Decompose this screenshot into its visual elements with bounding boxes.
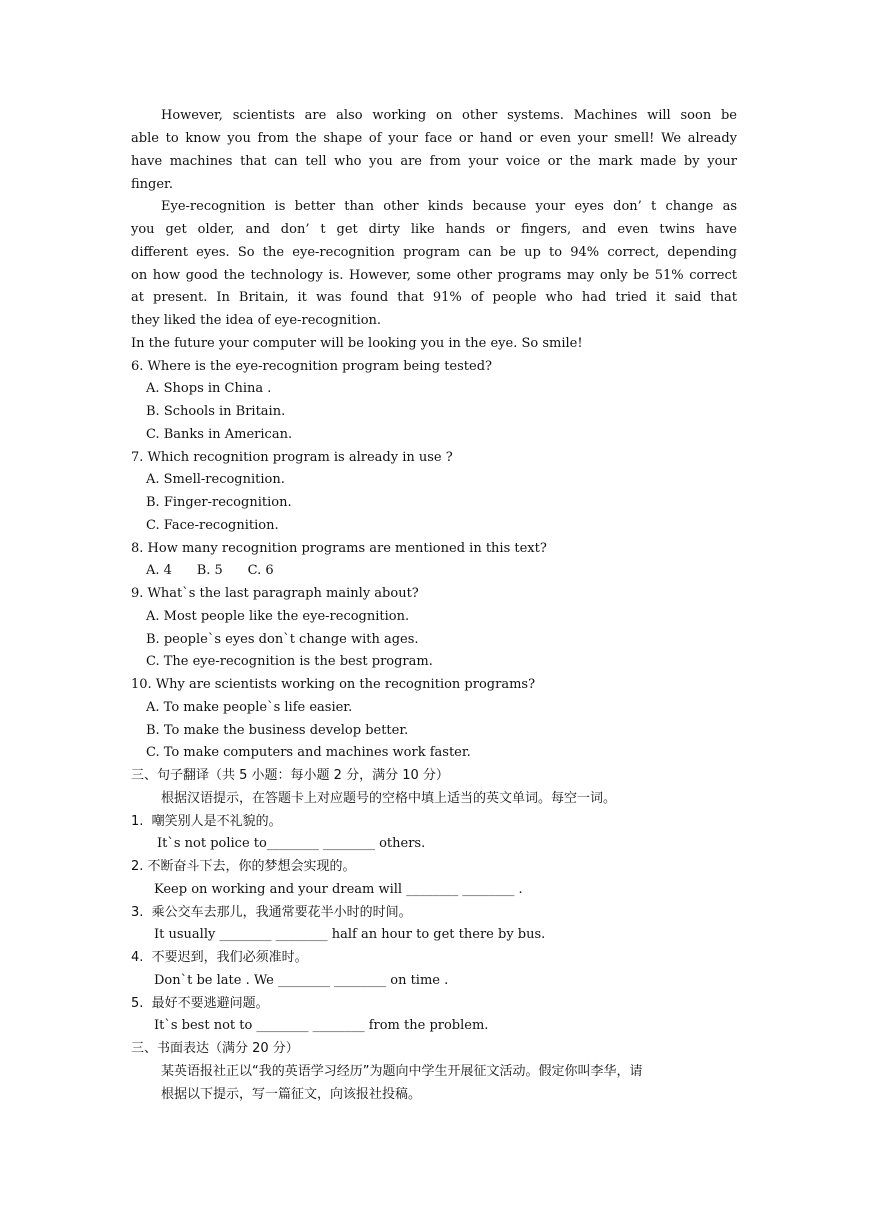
- question-7-option-b: B. Finger-recognition.: [146, 495, 292, 510]
- question-7-option-a: A. Smell-recognition.: [146, 472, 285, 487]
- question-7-option-c: C. Face-recognition.: [146, 518, 279, 533]
- translation-1-cn: 1. 嘲笑别人是不礼貌的。: [131, 814, 282, 829]
- passage-p2-line6: they liked the idea of eye-recognition.: [131, 313, 382, 328]
- translation-1-en: It`s not police to________ ________ others.: [157, 836, 426, 851]
- section4-line1: 某英语报社正以“我的英语学习经历”为题向中学生开展征文活动。假定你叫李华，请: [161, 1064, 643, 1079]
- section3-heading: 三、句子翻译（共 5 小题：每小题 2 分，满分 10 分）: [131, 768, 449, 783]
- question-6-option-b: B. Schools in Britain.: [146, 404, 286, 419]
- translation-2-en: Keep on working and your dream will ________ ________ .: [154, 882, 523, 897]
- translation-5-en: It`s best not to ________ ________ from the problem.: [154, 1018, 489, 1033]
- question-6-option-a: A. Shops in China .: [146, 381, 272, 396]
- passage-p1-line4: finger.: [131, 177, 173, 192]
- translation-2-cn: 2. 不断奋斗下去，你的梦想会实现的。: [131, 859, 356, 874]
- question-8-stem: 8. How many recognition programs are mentioned in this text?: [131, 541, 547, 556]
- question-10-option-c: C. To make computers and machines work faster.: [146, 745, 471, 760]
- question-6-option-c: C. Banks in American.: [146, 427, 293, 442]
- passage-p2-line1: Eye-recognition is better than other kinds because your eyes don’ t change as: [161, 199, 737, 214]
- question-10-option-a: A. To make people`s life easier.: [146, 700, 353, 715]
- passage-p1-line3: have machines that can tell who you are from your voice or the mark made by your: [131, 154, 737, 169]
- passage-p1-line1: However, scientists are also working on other systems. Machines will soon be: [161, 108, 737, 123]
- question-9-option-a: A. Most people like the eye-recognition.: [146, 609, 410, 624]
- section4-heading: 三、书面表达（满分 20 分）: [131, 1041, 299, 1056]
- passage-p2-line4: on how good the technology is. However, some other programs may only be 51% correct: [131, 268, 737, 283]
- translation-4-cn: 4. 不要迟到，我们必须准时。: [131, 950, 308, 965]
- question-10-option-b: B. To make the business develop better.: [146, 723, 409, 738]
- passage-p1-line2: able to know you from the shape of your face or hand or even your smell! We already: [131, 131, 737, 146]
- question-6-stem: 6. Where is the eye-recognition program being tested?: [131, 359, 492, 374]
- passage-p2-line5: at present. In Britain, it was found that 91% of people who had tried it said that: [131, 290, 737, 305]
- passage-p2-line3: different eyes. So the eye-recognition program can be up to 94% correct, depending: [131, 245, 737, 260]
- question-9-stem: 9. What`s the last paragraph mainly about?: [131, 586, 419, 601]
- question-10-stem: 10. Why are scientists working on the recognition programs?: [131, 677, 536, 692]
- translation-3-cn: 3. 乘公交车去那儿，我通常要花半小时的时间。: [131, 905, 412, 920]
- section3-instruction: 根据汉语提示，在答题卡上对应题号的空格中填上适当的英文单词。每空一词。: [161, 791, 617, 806]
- translation-5-cn: 5. 最好不要逃避问题。: [131, 996, 269, 1011]
- translation-4-en: Don`t be late . We ________ ________ on time .: [154, 973, 449, 988]
- translation-3-en: It usually ________ ________ half an hour to get there by bus.: [154, 927, 546, 942]
- question-9-option-c: C. The eye-recognition is the best program.: [146, 654, 433, 669]
- section4-line2: 根据以下提示，写一篇征文，向该报社投稿。: [161, 1087, 422, 1102]
- question-8-options: A. 4 B. 5 C. 6: [146, 563, 274, 578]
- passage-p3: In the future your computer will be looking you in the eye. So smile!: [131, 336, 583, 351]
- question-9-option-b: B. people`s eyes don`t change with ages.: [146, 632, 419, 647]
- question-7-stem: 7. Which recognition program is already in use ?: [131, 450, 453, 465]
- passage-p2-line2: you get older, and don’ t get dirty like hands or fingers, and even twins have: [131, 222, 737, 237]
